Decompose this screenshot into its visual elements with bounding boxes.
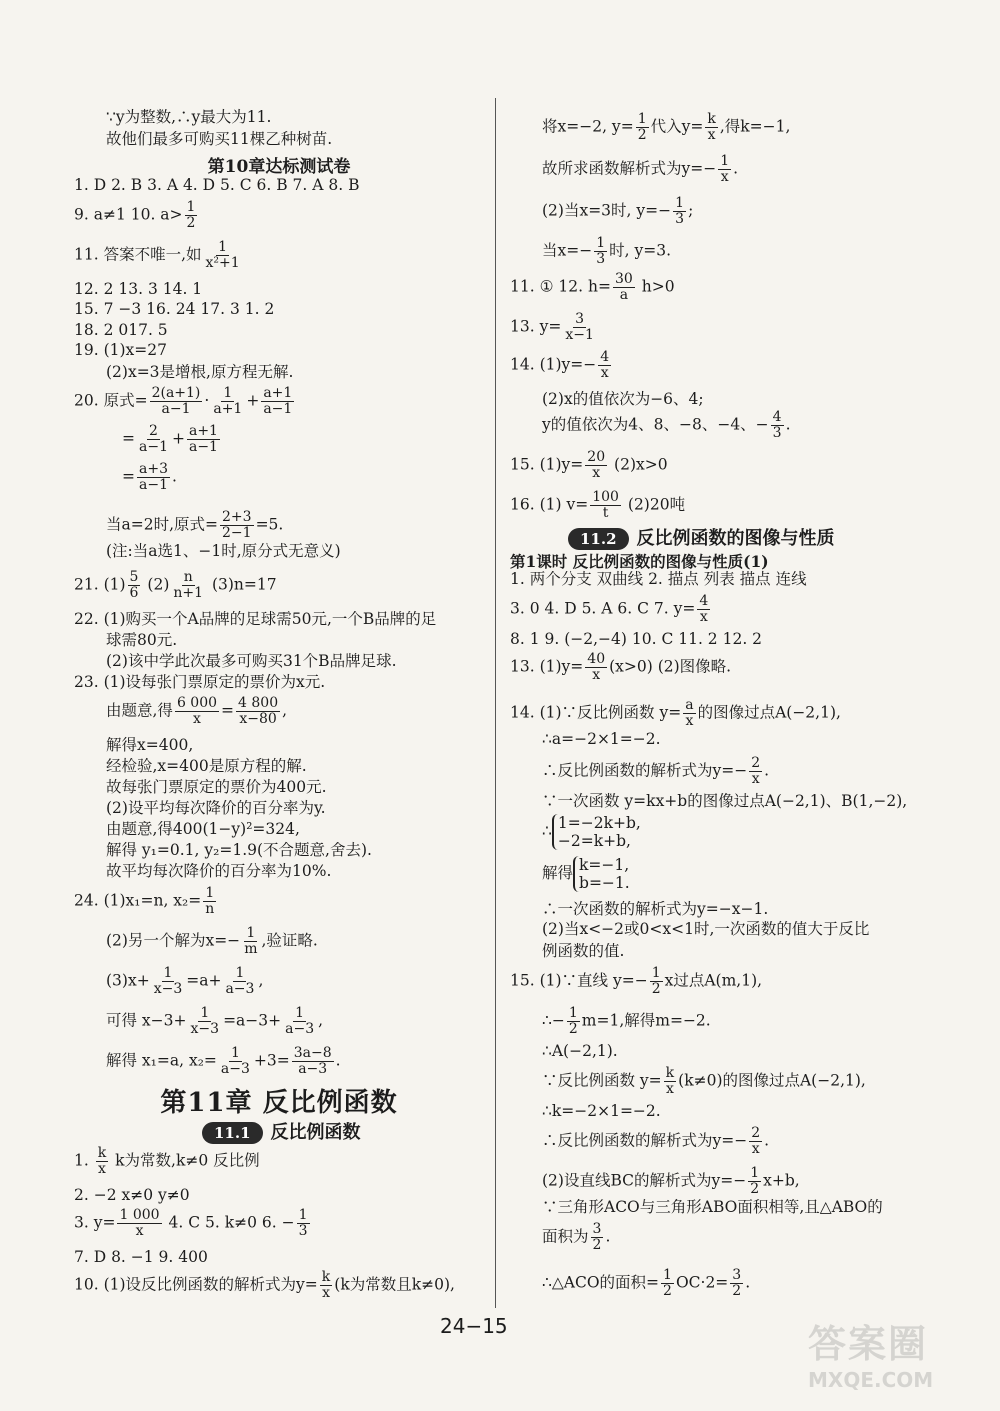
text-line: 20. 原式= $\frac{2(a+1)}{a-1}$ · $\frac{1}{a+1}$ + $\frac{a+1}{a-1}$ bbox=[74, 385, 293, 417]
text-line: ∴k=−2×1=−2. bbox=[542, 1102, 661, 1120]
text-line: 解得 y₁=0.1, y₂=1.9(不合题意,舍去). bbox=[106, 841, 372, 859]
column-divider bbox=[495, 98, 496, 1308]
text-line: 12. 2 13. 3 14. 1 bbox=[74, 280, 203, 298]
text-line: 经检验,x=400是原方程的解. bbox=[106, 757, 307, 775]
text-line: 面积为 $\frac{3}{2}$ . bbox=[542, 1221, 611, 1253]
text-line: 1. 两个分支 双曲线 2. 描点 列表 描点 连线 bbox=[510, 570, 807, 588]
text-line: ∵三角形ACO与三角形ABO面积相等,且△ABO的 bbox=[542, 1198, 883, 1216]
text-line: ∴一次函数的解析式为y=−x−1. bbox=[542, 900, 769, 918]
text-line: (2)另一个解为x=− $\frac{1}{m}$ ,验证略. bbox=[106, 925, 318, 957]
text-line: 故他们最多可购买11棵乙种树苗. bbox=[106, 130, 333, 148]
text-line: = $\frac{2}{a-1}$ + $\frac{a+1}{a-1}$ bbox=[122, 423, 218, 455]
text-line: 8. 1 9. (−2,−4) 10. C 11. 2 12. 2 bbox=[510, 630, 763, 648]
text-line: (2)设直线BC的解析式为y=− $\frac{1}{2}$ x+b, bbox=[542, 1165, 800, 1197]
text-line: 18. 2 017. 5 bbox=[74, 321, 168, 339]
text-line: 例函数的值. bbox=[542, 942, 625, 960]
lesson-title: 第1课时 反比例函数的图像与性质(1) bbox=[510, 552, 769, 571]
text-line: ∵一次函数 y=kx+b的图像过点A(−2,1)、B(1,−2), bbox=[542, 792, 908, 810]
text-line: 15. (1)y= $\frac{20}{x}$ (2)x>0 bbox=[510, 449, 668, 481]
chapter-title-11: 第11章 反比例函数 bbox=[160, 1088, 398, 1118]
text-line: 当a=2时,原式= $\frac{2+3}{2-1}$ =5. bbox=[106, 509, 284, 541]
text-line: 3. 0 4. D 5. A 6. C 7. y= $\frac{4}{x}$ bbox=[510, 593, 709, 625]
section-badge: 11.2 bbox=[568, 528, 629, 550]
text-line: 当x=− $\frac{1}{3}$ 时, y=3. bbox=[542, 235, 672, 267]
text-line: (2)x=3是增根,原方程无解. bbox=[106, 363, 294, 381]
text-line: 21. (1) $\frac{5}{6}$ (2) $\frac{n}{n+1}$ (3)n=17 bbox=[74, 569, 277, 601]
section-title-ch10-test: 第10章达标测试卷 bbox=[207, 157, 351, 177]
text-line: 14. (1)y=− $\frac{4}{x}$ bbox=[510, 349, 610, 381]
text-line: ∴反比例函数的解析式为y=− $\frac{2}{x}$ . bbox=[542, 1125, 770, 1157]
text-line: 15. 7 −3 16. 24 17. 3 1. 2 bbox=[74, 300, 275, 318]
text-line: 可得 x−3+ $\frac{1}{x-3}$ =a−3+ $\frac{1}{a-3}$ , bbox=[106, 1005, 324, 1037]
text-line: ∵y为整数,∴y最大为11. bbox=[106, 108, 272, 126]
text-line: 1. D 2. B 3. A 4. D 5. C 6. B 7. A 8. B bbox=[74, 176, 360, 194]
text-line: 解得 k=−1, b=−1. bbox=[542, 856, 630, 892]
text-line: 24. (1)x₁=n, x₂= $\frac{1}{n}$ bbox=[74, 885, 215, 917]
text-line: 故每张门票原定的票价为400元. bbox=[106, 778, 327, 796]
text-line: y的值依次为4、8、−8、−4、− $\frac{4}{3}$ . bbox=[542, 409, 791, 441]
text-line: 由题意,得400(1−y)²=324, bbox=[106, 820, 300, 838]
text-line: ∴反比例函数的解析式为y=− $\frac{2}{x}$ . bbox=[542, 755, 770, 787]
text-line: (3)x+ $\frac{1}{x-3}$ =a+ $\frac{1}{a-3}$ , bbox=[106, 965, 264, 997]
text-line: ∴a=−2×1=−2. bbox=[542, 730, 661, 748]
text-line: 解得x=400, bbox=[106, 736, 194, 754]
text-line: 9. a≠1 10. a> $\frac{1}{2}$ bbox=[74, 199, 196, 231]
text-line: 1. $\frac{k}{x}$ k为常数,k≠0 反比例 bbox=[74, 1145, 260, 1177]
text-line: 解得 x₁=a, x₂= $\frac{1}{a-3}$ +3= $\frac{3a-8}{a-3}$ . bbox=[106, 1045, 341, 1077]
text-line: (2)该中学此次最多可购买31个B品牌足球. bbox=[106, 652, 397, 670]
text-line: 球需80元. bbox=[106, 631, 178, 649]
text-line: 11. 答案不唯一,如 $\frac{1}{\text{x²+1}}$ bbox=[74, 239, 240, 271]
text-line: 13. (1)y= $\frac{40}{x}$ (x>0) (2)图像略. bbox=[510, 651, 732, 683]
text-line: ∴A(−2,1). bbox=[542, 1042, 618, 1060]
text-line: 2. −2 x≠0 y≠0 bbox=[74, 1186, 190, 1204]
page-number: 24−15 bbox=[440, 1314, 508, 1338]
text-line: 将x=−2, y= $\frac{1}{2}$ 代入y= $\frac{k}{x}$ ,得k=−1, bbox=[542, 111, 791, 143]
text-line: 13. y= $\frac{3}{x-1}$ bbox=[510, 311, 594, 343]
text-line: = $\frac{a+3}{a-1}$ . bbox=[122, 461, 177, 493]
text-line: ∴△ACO的面积= $\frac{1}{2}$ OC·2= $\frac{3}{2}$ . bbox=[542, 1267, 751, 1299]
text-line: (2)x的值依次为−6、4; bbox=[542, 390, 704, 408]
text-line: ∴ 1=−2k+b, −2=k+b, bbox=[542, 814, 641, 850]
text-line: 故平均每次降价的百分率为10%. bbox=[106, 862, 332, 880]
text-line: 14. (1)∵反比例函数 y= $\frac{a}{x}$ 的图像过点A(−2,1), bbox=[510, 697, 841, 729]
text-line: 23. (1)设每张门票原定的票价为x元. bbox=[74, 673, 326, 691]
text-line: 由题意,得 $\frac{6 000}{x}$ = $\frac{4 800}{x-80}$ , bbox=[106, 695, 288, 727]
text-line: 7. D 8. −1 9. 400 bbox=[74, 1248, 208, 1266]
text-line: (2)设平均每次降价的百分率为y. bbox=[106, 799, 326, 817]
watermark-logo: 答案圈 MXQE.COM bbox=[808, 1322, 934, 1392]
text-line: 15. (1)∵直线 y=− $\frac{1}{2}$ x过点A(m,1), bbox=[510, 965, 763, 997]
text-line: 16. (1) v= $\frac{100}{t}$ (2)20吨 bbox=[510, 489, 686, 521]
text-line: (注:当a选1、−1时,原分式无意义) bbox=[106, 542, 341, 560]
text-line: 22. (1)购买一个A品牌的足球需50元,一个B品牌的足 bbox=[74, 610, 437, 628]
text-line: ∵反比例函数 y= $\frac{k}{x}$ (k≠0)的图像过点A(−2,1), bbox=[542, 1065, 866, 1097]
section-heading-11-1: 11.1 反比例函数 bbox=[202, 1118, 361, 1144]
text-line: 11. ① 12. h= $\frac{30}{a}$ h>0 bbox=[510, 271, 675, 303]
text-line: ∴− $\frac{1}{2}$ m=1,解得m=−2. bbox=[542, 1005, 711, 1037]
text-line: (2)当x<−2或0<x<1时,一次函数的值大于反比 bbox=[542, 920, 870, 938]
text-line: (2)当x=3时, y=− $\frac{1}{3}$ ; bbox=[542, 195, 694, 227]
text-line: 10. (1)设反比例函数的解析式为y= $\frac{k}{x}$ (k为常数且k≠0), bbox=[74, 1269, 455, 1301]
text-line: 3. y= $\frac{1 000}{x}$ 4. C 5. k≠0 6. − $\frac{1}{3}$ bbox=[74, 1207, 308, 1239]
section-badge: 11.1 bbox=[202, 1122, 263, 1144]
section-heading-11-2: 11.2 反比例函数的图像与性质 bbox=[568, 524, 835, 550]
text-line: 19. (1)x=27 bbox=[74, 341, 167, 359]
text-line: 故所求函数解析式为y=− $\frac{1}{x}$ . bbox=[542, 153, 739, 185]
